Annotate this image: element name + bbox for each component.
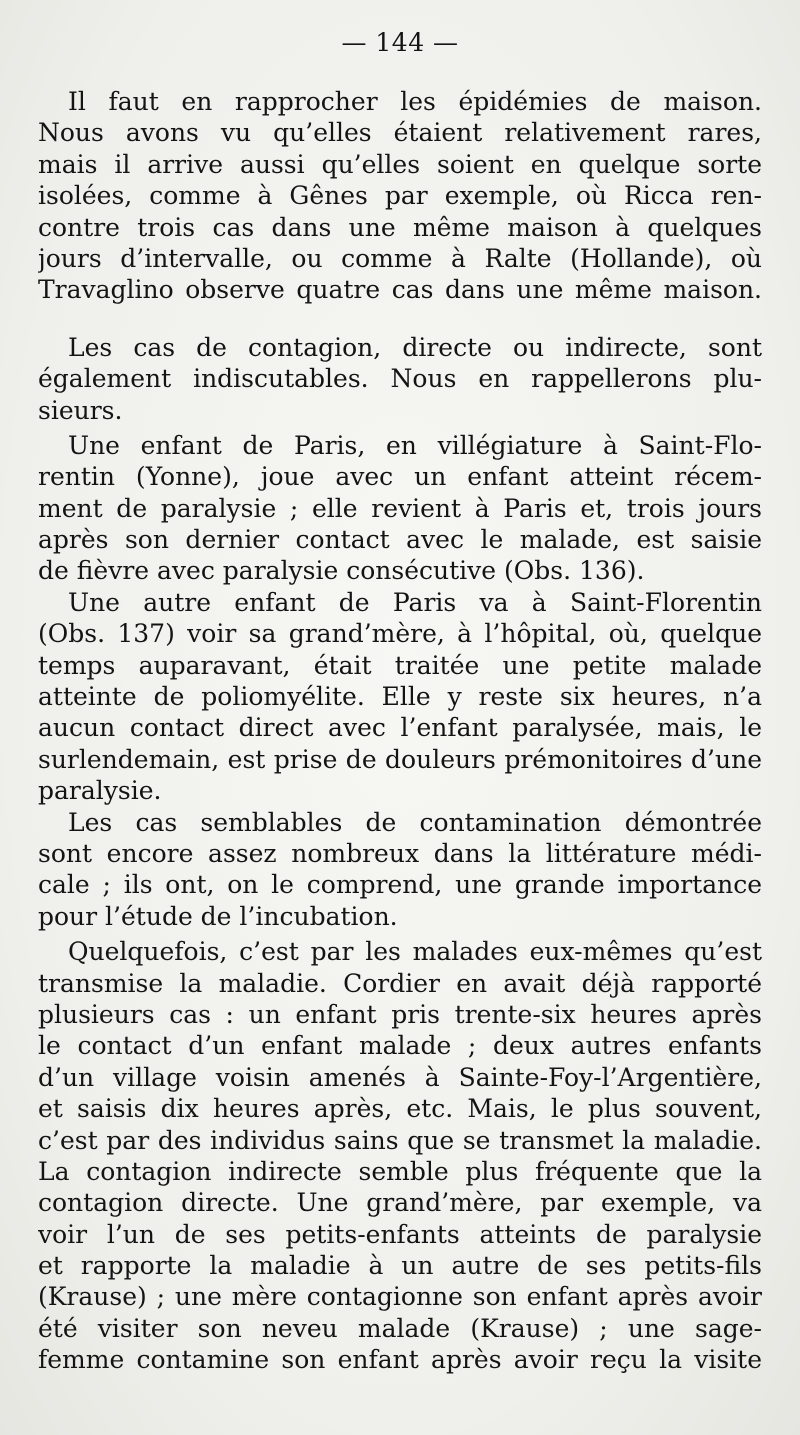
text-line: Les cas de contagion, directe ou indirecte, sont — [68, 332, 762, 362]
text-line: et rapporte la maladie à un autre de ses petits-fils — [38, 1251, 762, 1281]
body-text — [38, 86, 762, 1376]
text-line: temps auparavant, était traitée une petite malade — [38, 650, 762, 680]
page-number: — 144 — — [341, 28, 459, 57]
text-line: contagion directe. Une grand’mère, par exemple, va — [38, 1188, 762, 1218]
text-line: Une enfant de Paris, en villégiature à Saint-Flo- — [68, 430, 762, 460]
text-line: (Obs. 137) voir sa grand’mère, à l’hôpital, où, quelque — [38, 619, 762, 649]
text-line: Travaglino observe quatre cas dans une même maison. — [38, 275, 762, 305]
text-line: Les cas semblables de contamination démontrée — [68, 807, 762, 837]
text-line: après son dernier contact avec le malade, est saisie — [38, 525, 762, 555]
text-line: d’un village voisin amenés à Sainte-Foy-l’Argentière, — [38, 1062, 762, 1092]
text-line: pour l’étude de l’incubation. — [38, 901, 398, 931]
text-line: et saisis dix heures après, etc. Mais, le plus souvent, — [38, 1094, 762, 1124]
text-line: (Krause) ; une mère contagionne son enfant après avoir — [38, 1282, 762, 1312]
text-line: c’est par des individus sains que se transmet la maladie. — [38, 1125, 762, 1155]
text-line: rentin (Yonne), joue avec un enfant atteint récem- — [38, 462, 762, 492]
text-line: La contagion indirecte semble plus fréquente que la — [38, 1156, 762, 1186]
paragraph — [38, 332, 762, 426]
text-line: Il faut en rapprocher les épidémies de maison. — [68, 87, 762, 116]
text-line: Nous avons vu qu’elles étaient relativement rares, — [38, 118, 762, 148]
text-line: surlendemain, est prise de douleurs prémonitoires d’une — [38, 744, 762, 774]
text-line: contre trois cas dans une même maison à quelques — [38, 212, 762, 242]
text-line: cale ; ils ont, on le comprend, une grande importance — [38, 870, 762, 900]
text-line: de fièvre avec paralysie consécutive (Obs. 136). — [38, 556, 645, 586]
text-line: femme contamine son enfant après avoir reçu la visite — [38, 1345, 762, 1375]
text-line: Quelquefois, c’est par les malades eux-mêmes qu’est — [68, 937, 762, 967]
text-line: paralysie. — [38, 776, 162, 806]
paragraph — [38, 936, 762, 1375]
text-line: sieurs. — [38, 395, 123, 425]
text-line: le contact d’un enfant malade ; deux autres enfants — [38, 1031, 762, 1061]
paragraph — [38, 807, 762, 933]
text-line: voir l’un de ses petits-enfants atteints de paralysie — [38, 1219, 762, 1249]
paragraph — [38, 587, 762, 807]
text-line: sont encore assez nombreux dans la littérature médi- — [38, 838, 762, 868]
text-line: aucun contact direct avec l’enfant paralysée, mais, le — [38, 713, 762, 743]
text-line: jours d’intervalle, ou comme à Ralte (Hollande), où — [38, 243, 762, 273]
text-line: transmise la maladie. Cordier en avait déjà rapporté — [38, 968, 762, 998]
text-line: atteinte de poliomyélite. Elle y reste six heures, n’a — [38, 682, 762, 712]
paragraph — [38, 430, 762, 587]
text-line: Une autre enfant de Paris va à Saint-Florentin — [68, 587, 762, 617]
text-line: isolées, comme à Gênes par exemple, où Ricca ren- — [38, 181, 762, 211]
text-line: ment de paralysie ; elle revient à Paris et, trois jours — [38, 493, 762, 523]
text-line: mais il arrive aussi qu’elles soient en quelque sorte — [38, 149, 762, 179]
text-line: été visiter son neveu malade (Krause) ; une sage- — [38, 1313, 762, 1343]
paragraph — [38, 86, 762, 306]
text-line: également indiscutables. Nous en rappellerons plu- — [38, 364, 762, 394]
text-line: plusieurs cas : un enfant pris trente-six heures après — [38, 999, 762, 1029]
